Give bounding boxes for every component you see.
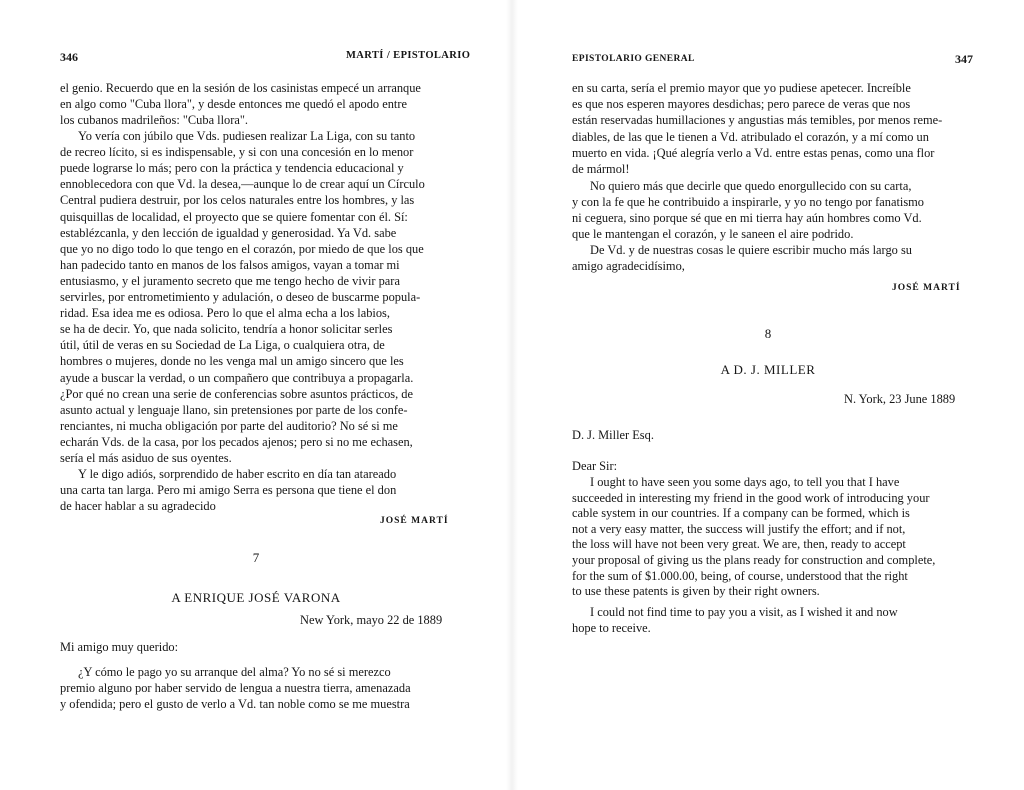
text-line: ni ceguera, sino porque sé que en mi tierra hay aún hombres como Vd.: [572, 211, 922, 225]
text-line: ayude a buscar la verdad, o un compañero que contribuya a propagarla.: [60, 370, 414, 385]
text-line: I ought to have seen you some days ago, to tell you that I have: [590, 475, 900, 489]
text-line: cable system in our countries. If a company can be formed, which is: [572, 506, 910, 521]
text-line: diables, de las que le tienen a Vd. atribulado el corazón, y a mí como un: [572, 129, 929, 144]
text-line: es que nos esperen mayores desdichas; pero parece de veras que nos: [572, 97, 911, 112]
text-line: the loss will have not been very great. We are, then, ready to accept: [572, 537, 906, 552]
text-line: una carta tan larga. Pero mi amigo Serra es persona que tiene el don: [60, 483, 397, 497]
text-line: Y le digo adiós, sorprendido de haber escrito en día tan atareado: [78, 467, 397, 481]
text-line: not a very easy matter, the success will justify the effort; and if not,: [572, 521, 906, 536]
text-line: de hacer hablar a su agradecido: [60, 499, 216, 513]
text-line: quisquillas de localidad, el proyecto que se quiere fomentar con él. Sí:: [60, 209, 408, 224]
text-line: establézcanla, y den lección de igualdad y generosidad. Ya Vd. sabe: [60, 225, 397, 240]
text-line: el genio. Recuerdo que en la sesión de los casinistas empecé un arranque: [60, 81, 421, 95]
right-signature: JOSÉ MARTÍ: [892, 283, 961, 293]
text-line: servirles, por entrometimiento y adulación, o deseo de buscarme popula-: [60, 290, 421, 304]
right-page: [512, 0, 1024, 790]
text-line: De Vd. y de nuestras cosas le quiere escribir mucho más largo su: [590, 243, 912, 257]
letter-7-salutation: Mi amigo muy querido:: [60, 640, 179, 654]
text-line: de mármol!: [572, 162, 630, 176]
text-line: ridad. Esa idea me es odiosa. Pero lo que el alma echa a los labios,: [60, 306, 390, 321]
text-line: your proposal of giving us the plans ready for construction and complete,: [572, 553, 936, 567]
text-line: No quiero más que decirle que quedo enorgullecido con su carta,: [590, 179, 912, 193]
text-line: sería el más asiduo de sus oyentes.: [60, 451, 232, 465]
text-line: que yo no digo todo lo que tengo en el corazón, por miedo de que los que: [60, 241, 424, 256]
text-line: asunto actual y lenguaje llano, sin pretensiones por parte de los confe-: [60, 402, 408, 417]
text-line: en su carta, sería el premio mayor que yo pudiese apetecer. Increíble: [572, 81, 911, 95]
text-line: echarán Vds. de la casa, por los pecados ajenos; pero si no me echasen,: [60, 434, 413, 449]
letter-8-addressee: D. J. Miller Esq.: [572, 428, 654, 442]
left-signature: JOSÉ MARTÍ: [380, 516, 449, 526]
left-page-number: 346: [60, 50, 78, 64]
letter-8-title: A D. J. MILLER: [720, 362, 816, 377]
text-line: succeeded in interesting my friend in the good work of introducing your: [572, 490, 930, 505]
text-line: y ofendida; pero el gusto de verlo a Vd. tan noble como se me muestra: [60, 697, 410, 711]
letter-8-salutation: Dear Sir:: [572, 459, 618, 473]
text-line: están reservadas humillaciones y angustias más temibles, por menos reme-: [572, 113, 943, 128]
text-line: han padecido tanto en manos de los falsos amigos, vayan a tomar mi: [60, 257, 400, 272]
text-line: en algo como "Cuba llora", y desde entonces me quedó el apodo entre: [60, 97, 407, 111]
letter-7-dateline: New York, mayo 22 de 1889: [300, 613, 443, 627]
text-line: Central pudiera destruir, por los celos naturales entre los hombres, y las: [60, 193, 415, 208]
text-line: ¿Y cómo le pago yo su arranque del alma? Yo no sé si merezco: [78, 665, 391, 679]
letter-8-dateline: N. York, 23 June 1889: [844, 392, 956, 406]
right-page-number: 347: [955, 52, 973, 66]
text-line: útil, útil de veras en su Sociedad de La Liga, o cualquiera otra, de: [60, 338, 385, 353]
text-line: hombres o mujeres, donde no les venga mal un amigo sincero que les: [60, 354, 404, 369]
text-line: for the sum of $1.000.00, being, of course, understood that the right: [572, 568, 908, 583]
text-line: los cubanos madrileños: "Cuba llora".: [60, 113, 249, 127]
text-line: amigo agradecidísimo,: [572, 259, 685, 273]
text-line: I could not find time to pay you a visit, as I wished it and now: [590, 605, 898, 619]
text-line: que le mantengan el corazón, y le saneen el aire podrido.: [572, 227, 854, 241]
right-running-head: EPISTOLARIO GENERAL: [572, 54, 695, 64]
text-line: premio alguno por haber servido de lengua a nuestra tierra, amenazada: [60, 681, 411, 695]
text-line: de recreo lícito, si es indispensable, y si con una concesión en lo menor: [60, 145, 414, 160]
text-line: to use these patents is given by their right owners.: [572, 584, 820, 599]
text-line: Yo vería con júbilo que Vds. pudiesen realizar La Liga, con su tanto: [78, 129, 416, 143]
letter-8-number: 8: [764, 326, 772, 341]
left-running-head: MARTÍ / EPISTOLARIO: [346, 50, 471, 61]
letter-7-title: A ENRIQUE JOSÉ VARONA: [171, 590, 341, 605]
text-line: hope to receive.: [572, 621, 651, 635]
text-line: puede lograrse lo más; pero con la práctica y tendencia educacional y: [60, 161, 404, 176]
text-line: muerto en vida. ¡Qué alegría verlo a Vd. entre estas penas, como una flor: [572, 145, 935, 160]
text-line: entusiasmo, y el juramento secreto que me tengo hecho de vivir para: [60, 273, 400, 288]
text-line: renciantes, ni mucha obligación por parte del auditorio? No sé si me: [60, 418, 398, 433]
letter-7-number: 7: [252, 550, 260, 565]
text-line: se ha de decir. Yo, que nada solicito, tendría a honor solicitar serles: [60, 322, 393, 337]
text-line: y con la fe que he contribuido a inspirarle, y yo no tengo por fanatismo: [572, 195, 925, 209]
text-line: ennoblecedora con que Vd. la desea,—aunque lo de crear aquí un Círculo: [60, 177, 425, 192]
text-line: ¿Por qué no crean una serie de conferencias sobre asuntos prácticos, de: [60, 386, 413, 401]
